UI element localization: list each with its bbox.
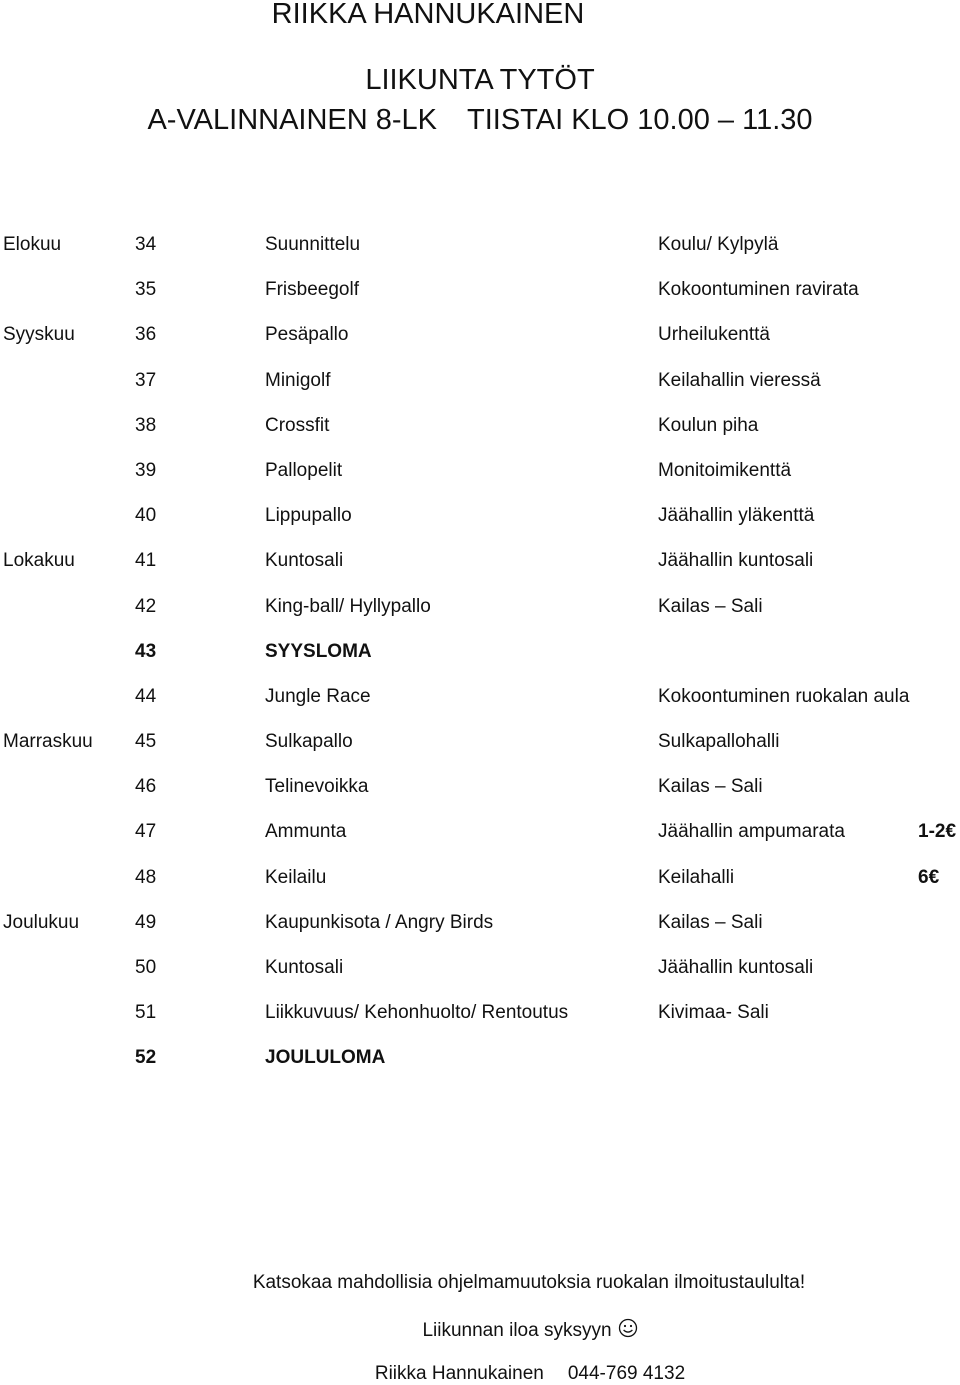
contact-phone: 044-769 4132 bbox=[567, 1363, 686, 1384]
month-cell: Syyskuu bbox=[3, 324, 75, 346]
week-cell: 40 bbox=[135, 505, 157, 527]
schedule-row bbox=[0, 358, 960, 403]
schedule-row bbox=[0, 674, 960, 719]
schedule-row bbox=[0, 267, 960, 312]
place-cell: Monitoimikenttä bbox=[658, 459, 792, 481]
week-cell: 35 bbox=[135, 279, 157, 301]
place-cell: Sulkapallohalli bbox=[658, 731, 780, 753]
greeting-line bbox=[50, 1318, 960, 1344]
week-cell: 39 bbox=[135, 459, 157, 481]
schedule-row bbox=[0, 538, 960, 583]
month-cell: Joulukuu bbox=[3, 911, 80, 933]
place-cell: Keilahallin vieressä bbox=[658, 369, 821, 391]
schedule-row bbox=[0, 855, 960, 900]
activity-cell: Telinevoikka bbox=[265, 776, 369, 798]
greeting-text: Liikunnan iloa syksyyn bbox=[422, 1320, 612, 1341]
schedule-row-holiday bbox=[0, 1035, 960, 1080]
activity-cell: Pesäpallo bbox=[265, 324, 349, 346]
week-cell: 50 bbox=[135, 957, 157, 978]
schedule-row bbox=[0, 448, 960, 493]
place-cell: Kokoontuminen ravirata bbox=[658, 279, 859, 301]
activity-cell: Keilailu bbox=[265, 866, 327, 888]
activity-cell: Kuntosali bbox=[265, 550, 344, 572]
week-cell: 44 bbox=[135, 685, 157, 707]
place-cell: Kailas – Sali bbox=[658, 595, 763, 617]
place-cell: Kokoontuminen ruokalan aula bbox=[658, 685, 910, 707]
week-cell: 37 bbox=[135, 369, 157, 391]
place-cell: Keilahalli bbox=[658, 866, 735, 888]
schedule-row bbox=[0, 764, 960, 809]
notice-text: Katsokaa mahdollisia ohjelmamuutoksia ruokalan ilmoitustaululta! bbox=[252, 1272, 806, 1293]
place-cell: Koulun piha bbox=[658, 414, 759, 436]
schedule-row bbox=[0, 493, 960, 538]
week-cell: 46 bbox=[135, 776, 157, 798]
schedule-row bbox=[0, 990, 960, 1035]
schedule-table bbox=[0, 222, 960, 1081]
activity-cell: Jungle Race bbox=[265, 685, 371, 707]
place-cell: Jäähallin yläkenttä bbox=[658, 505, 815, 527]
activity-cell: Kuntosali bbox=[265, 957, 344, 978]
activity-cell: Sulkapallo bbox=[265, 731, 353, 753]
course-subtitle bbox=[0, 104, 960, 137]
contact-name: Riikka Hannukainen bbox=[374, 1363, 544, 1384]
activity-cell: Pallopelit bbox=[265, 459, 343, 481]
week-cell: 52 bbox=[135, 1047, 157, 1069]
schedule-row bbox=[0, 945, 960, 990]
week-cell: 38 bbox=[135, 414, 157, 436]
activity-cell: Crossfit bbox=[265, 414, 330, 436]
month-cell: Marraskuu bbox=[3, 731, 93, 753]
activity-cell: Suunnittelu bbox=[265, 234, 361, 255]
week-cell: 36 bbox=[135, 324, 157, 346]
schedule-row bbox=[0, 584, 960, 629]
week-cell: 47 bbox=[135, 821, 157, 843]
activity-cell: Ammunta bbox=[265, 821, 347, 843]
activity-cell: Liikkuvuus/ Kehonhuolto/ Rentoutus bbox=[265, 1002, 569, 1024]
place-cell: Jäähallin kuntosali bbox=[658, 550, 814, 572]
activity-cell: Frisbeegolf bbox=[265, 279, 359, 301]
place-cell: Kailas – Sali bbox=[658, 911, 763, 933]
place-cell: Kailas – Sali bbox=[658, 776, 763, 798]
month-cell: Elokuu bbox=[3, 234, 62, 255]
week-cell: 51 bbox=[135, 1002, 157, 1024]
schedule-row bbox=[0, 809, 960, 854]
time-label: TIISTAI KLO 10.00 – 11.30 bbox=[467, 104, 813, 136]
activity-cell: JOULULOMA bbox=[265, 1047, 386, 1069]
smiley-icon bbox=[618, 1318, 638, 1344]
place-cell: Kivimaa- Sali bbox=[658, 1002, 769, 1024]
group-label: A-VALINNAINEN 8-LK bbox=[147, 104, 438, 136]
activity-cell: Minigolf bbox=[265, 369, 331, 391]
teacher-name: RIIKKA HANNUKAINEN bbox=[271, 0, 585, 30]
price-cell: 1-2€ bbox=[918, 821, 957, 843]
place-cell: Koulu/ Kylpylä bbox=[658, 234, 779, 255]
activity-cell: Kaupunkisota / Angry Birds bbox=[265, 911, 494, 933]
week-cell: 49 bbox=[135, 911, 157, 933]
activity-cell: Lippupallo bbox=[265, 505, 352, 527]
price-cell: 6€ bbox=[918, 866, 940, 888]
schedule-row bbox=[0, 900, 960, 945]
activity-cell: SYYSLOMA bbox=[265, 640, 372, 662]
week-cell: 45 bbox=[135, 731, 157, 753]
week-cell: 42 bbox=[135, 595, 157, 617]
place-cell: Urheilukenttä bbox=[658, 324, 770, 346]
week-cell: 41 bbox=[135, 550, 157, 572]
place-cell: Jäähallin ampumarata bbox=[658, 821, 845, 843]
schedule-row bbox=[0, 719, 960, 764]
schedule-row bbox=[0, 403, 960, 448]
activity-cell: King-ball/ Hyllypallo bbox=[265, 595, 431, 617]
week-cell: 43 bbox=[135, 640, 157, 662]
course-title: LIIKUNTA TYTÖT bbox=[365, 64, 595, 96]
schedule-row bbox=[0, 222, 960, 267]
schedule-row-holiday bbox=[0, 629, 960, 674]
week-cell: 34 bbox=[135, 234, 157, 255]
contact-line bbox=[50, 1363, 960, 1385]
month-cell: Lokakuu bbox=[3, 550, 75, 572]
week-cell: 48 bbox=[135, 866, 157, 888]
place-cell: Jäähallin kuntosali bbox=[658, 957, 814, 978]
schedule-row bbox=[0, 312, 960, 357]
